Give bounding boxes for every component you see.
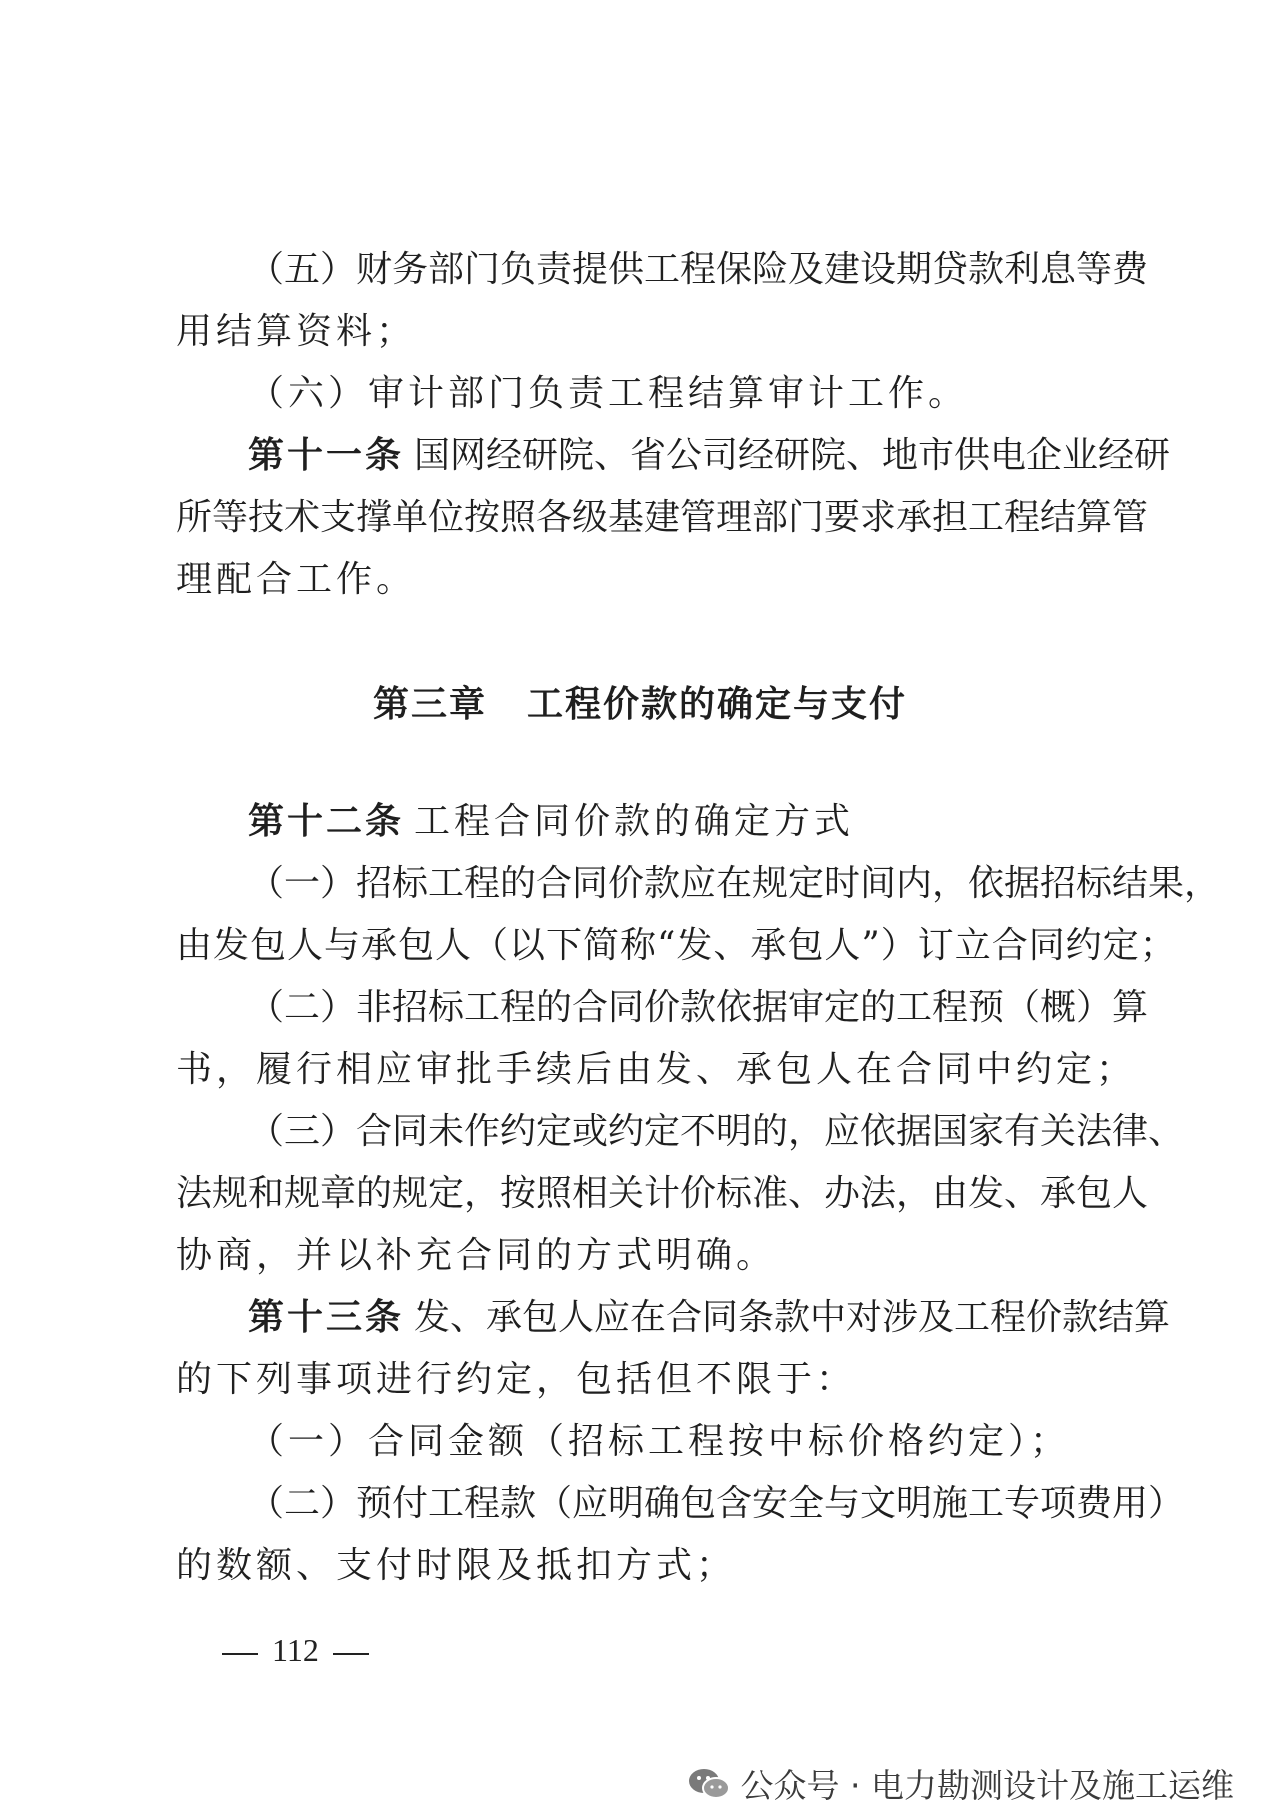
- paragraph-line: 由发包人与承包人（以下简称“发、承包人”）订立合同约定；: [176, 925, 1177, 966]
- paragraph-line: 的下列事项进行约定，包括但不限于：: [176, 1359, 857, 1400]
- article-eleven-line: 第十一条 国网经研院、省公司经研院、地市供电企业经研: [248, 435, 1171, 476]
- article-thirteen-line: 第十三条 发、承包人应在合同条款中对涉及工程价款结算: [248, 1297, 1171, 1338]
- page-number: 112: [208, 1632, 383, 1669]
- wechat-icon: [687, 1766, 731, 1802]
- article-heading: 第十一条: [248, 435, 405, 476]
- paragraph-line: （五）财务部门负责提供工程保险及建设期贷款利息等费: [248, 249, 1149, 290]
- watermark-text: 公众号 · 电力勘测设计及施工运维: [740, 1766, 1234, 1805]
- chapter-heading: 第三章 工程价款的确定与支付: [372, 684, 908, 725]
- article-twelve-line: 第十二条 工程合同价款的确定方式: [248, 801, 855, 842]
- paragraph-line: 协商，并以补充合同的方式明确。: [176, 1235, 777, 1276]
- paragraph-line: 理配合工作。: [176, 559, 417, 600]
- watermark: [687, 1760, 1234, 1807]
- article-heading: 第十三条: [248, 1297, 405, 1338]
- paragraph-line: （二）预付工程款（应明确包含安全与文明施工专项费用）: [248, 1483, 1185, 1524]
- paragraph-line: （六）审计部门负责工程结算审计工作。: [248, 373, 969, 414]
- paragraph-line: （一）招标工程的合同价款应在规定时间内，依据招标结果，: [248, 863, 1221, 904]
- paragraph-line: 用结算资料；: [176, 311, 417, 352]
- paragraph-line: 法规和规章的规定，按照相关计价标准、办法，由发、承包人: [176, 1173, 1149, 1214]
- paragraph-line: 的数额、支付时限及抵扣方式；: [176, 1545, 737, 1586]
- article-heading: 第十二条: [248, 801, 405, 842]
- paragraph-line: （二）非招标工程的合同价款依据审定的工程预（概）算: [248, 987, 1149, 1028]
- paragraph-line: （三）合同未作约定或约定不明的，应依据国家有关法律、: [248, 1111, 1185, 1152]
- paragraph-line: 所等技术支撑单位按照各级基建管理部门要求承担工程结算管: [176, 497, 1149, 538]
- paragraph-line: 书，履行相应审批手续后由发、承包人在合同中约定；: [176, 1049, 1137, 1090]
- paragraph-line: （一）合同金额（招标工程按中标价格约定）；: [248, 1421, 1071, 1462]
